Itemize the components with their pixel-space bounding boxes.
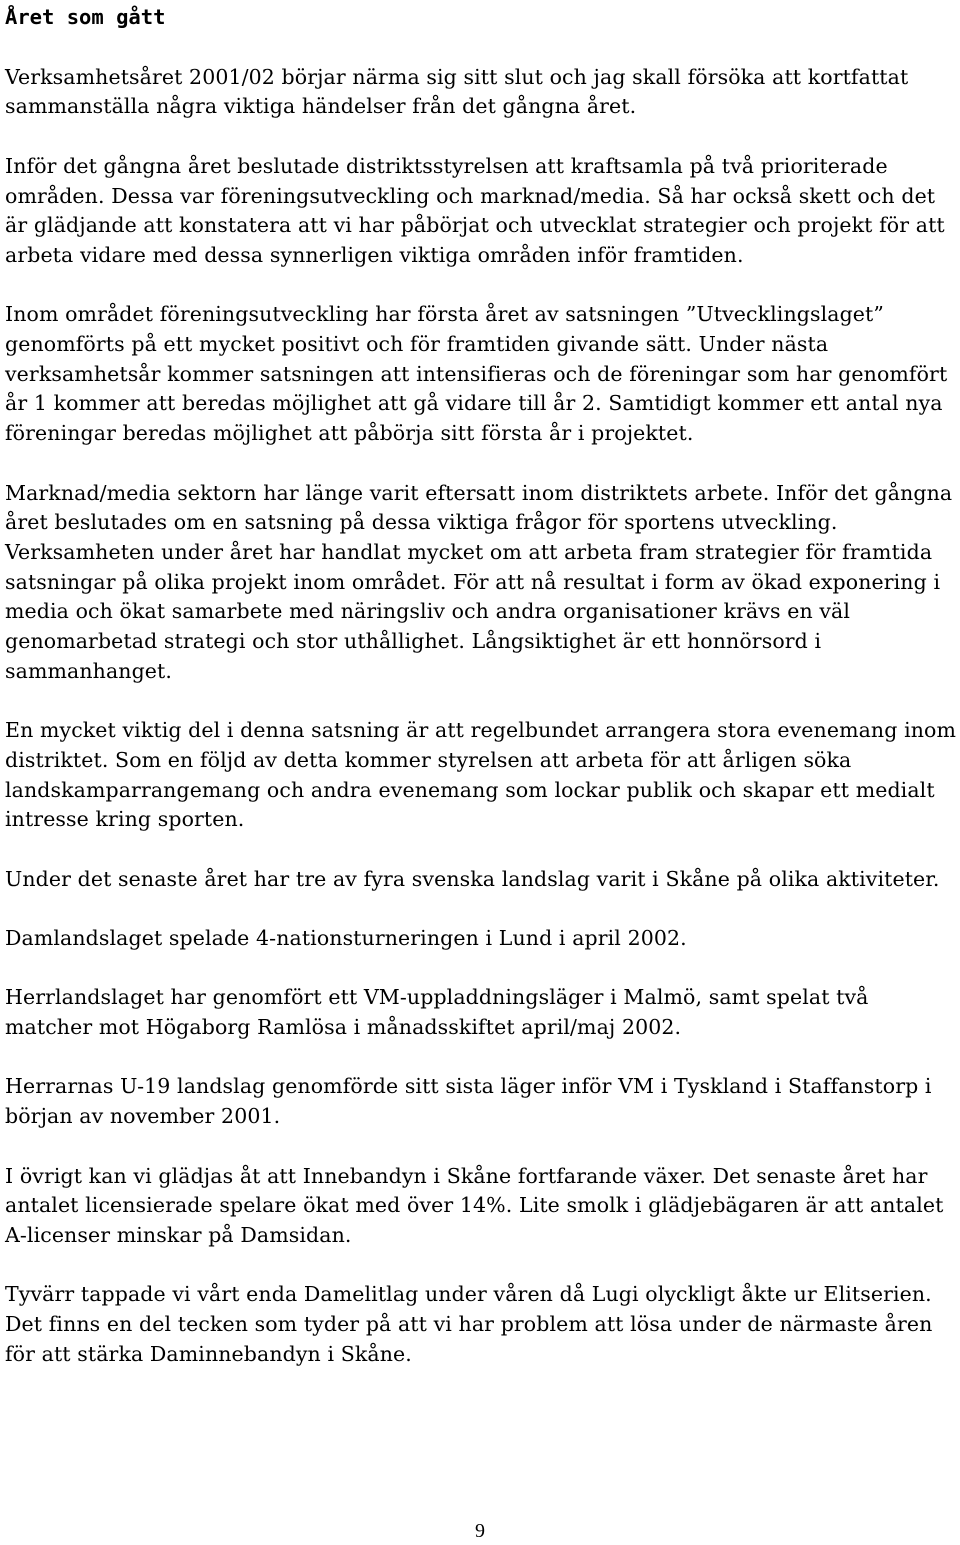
paragraph-u19-team: Herrarnas U-19 landslag genomförde sitt sista läger inför VM i Tyskland i Staffanstorp i början av november 2001.	[5, 1074, 932, 1129]
document-title: Året som gått	[5, 5, 166, 29]
paragraph-women-team: Damlandslaget spelade 4-nationsturneringen i Lund i april 2002.	[5, 926, 687, 950]
page-number: 9	[475, 1520, 485, 1542]
paragraph-intro: Verksamhetsåret 2001/02 börjar närma sig sitt slut och jag skall försöka att kortfattat sammanställa några viktiga händelser från det gångna året.	[5, 64, 909, 119]
paragraph-events: En mycket viktig del i denna satsning är att regelbundet arrangera stora evenemang inom distriktet. Som en följd av detta kommer styrelsen att arbeta för att årligen söka landskamparrangemang och andra evenemang som lockar publik och skapar ett medialt intresse kring sporten.	[5, 718, 957, 832]
paragraph-club-development: Inom området föreningsutveckling har första året av satsningen ”Utvecklingslaget” genomförts på ett mycket positivt och för framtiden givande sätt. Under nästa verksamhetsår kommer satsningen att intensifieras och de föreningar som har genomfört år 1 kommer att beredas möjlighet att gå vidare till år 2. Samtidigt kommer ett antal nya föreningar beredas möjlighet att påbörja sitt första år i projektet.	[5, 302, 948, 446]
paragraph-national-teams: Under det senaste året har tre av fyra svenska landslag varit i Skåne på olika aktiviteter.	[5, 866, 940, 891]
document-page	[5, 3, 957, 1399]
paragraph-priorities: Inför det gångna året beslutade distriktsstyrelsen att kraftsamla på två prioriterade områden. Dessa var föreningsutveckling och marknad/media. Så har också skett och det är glädjande att konstatera att vi har påbörjat och utvecklat strategier och projekt för att arbeta vidare med dessa synnerligen viktiga områden inför framtiden.	[5, 153, 945, 267]
paragraph-growth: I övrigt kan vi glädjas åt att Innebandyn i Skåne fortfarande växer. Det senaste året har antalet licensierade spelare ökat med över 14%. Lite smolk i glädjebägaren är att antalet A-licenser minskar på Damsidan.	[5, 1163, 944, 1247]
paragraph-marketing-media: Marknad/media sektorn har länge varit eftersatt inom distriktets arbete. Inför det gångna året beslutades om en satsning på dessa viktiga frågor för sportens utveckling. Verksamheten under året har handlat mycket om att arbeta fram strategier för framtida satsningar på olika projekt inom området. För att nå resultat i form av ökad exponering i media och ökat samarbete med näringsliv och andra organisationer krävs en väl genomarbetad strategi och stor uthållighet. Långsiktighet är ett honnörsord i sammanhanget.	[5, 480, 953, 683]
paragraph-men-team: Herrlandslaget har genomfört ett VM-uppladdningsläger i Malmö, samt spelat två matcher mot Högaborg Ramlösa i månadsskiftet april/maj 2002.	[5, 985, 869, 1040]
paragraph-women-elite: Tyvärr tappade vi vårt enda Damelitlag under våren då Lugi olyckligt åkte ur Elitserien. Det finns en del tecken som tyder på att vi har problem att lösa under de närmaste åren för att stärka Daminnebandyn i Skåne.	[5, 1282, 933, 1366]
